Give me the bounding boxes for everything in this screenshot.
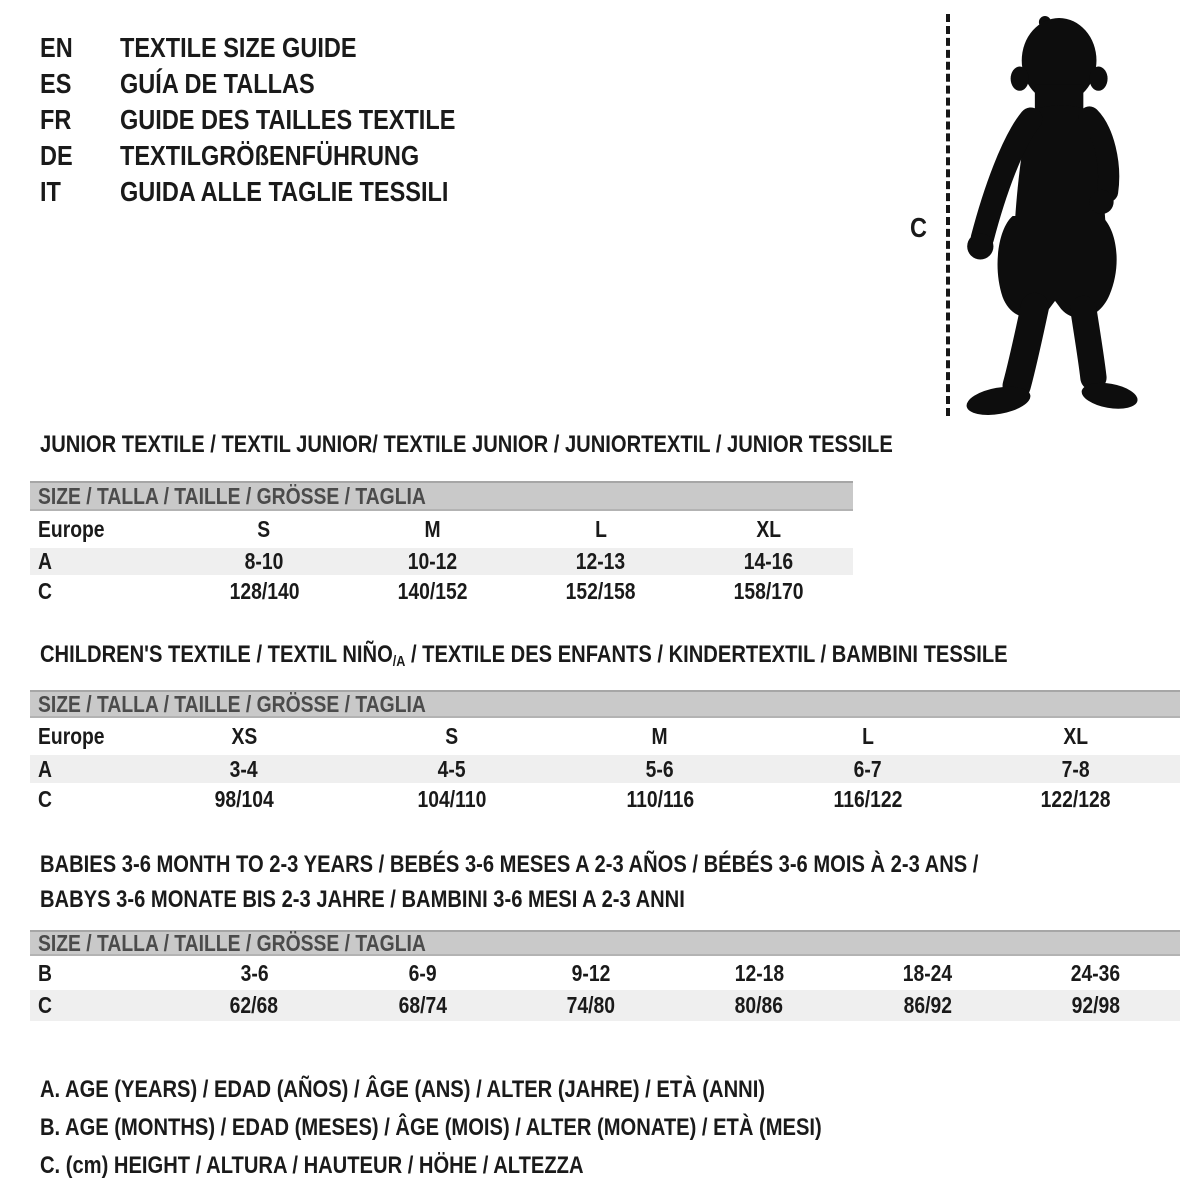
column-header-cell: S bbox=[257, 516, 271, 542]
value-cell: 122/128 bbox=[1041, 785, 1111, 812]
value-cell: 158/170 bbox=[733, 577, 804, 604]
value-cell: 24-36 bbox=[1071, 959, 1121, 986]
column-header-cell: L bbox=[594, 516, 607, 542]
language-title: GUIDA ALLE TAGLIE TESSILI bbox=[120, 176, 449, 207]
value-cell: 6-7 bbox=[854, 755, 882, 782]
value-cell: 152/158 bbox=[565, 577, 636, 604]
table-row-age bbox=[30, 548, 853, 575]
language-title: TEXTILGRÖßENFÜHRUNG bbox=[120, 140, 420, 171]
language-title-list bbox=[40, 30, 519, 210]
column-header-cell: Europe bbox=[38, 723, 105, 749]
table-row-height bbox=[30, 783, 1180, 815]
language-row-es bbox=[40, 66, 519, 102]
value-cell: 116/122 bbox=[833, 785, 903, 812]
table-row-height bbox=[30, 575, 853, 607]
value-cell: 14-16 bbox=[744, 548, 794, 574]
language-code: DE bbox=[40, 140, 73, 171]
language-title: TEXTILE SIZE GUIDE bbox=[120, 32, 357, 63]
height-measure-label: C bbox=[910, 212, 927, 243]
nino-a-subscript: /A bbox=[392, 653, 406, 670]
junior-size-table bbox=[30, 511, 853, 607]
language-code: EN bbox=[40, 32, 73, 63]
value-cell: 104/110 bbox=[417, 785, 487, 812]
value-cell: 128/140 bbox=[229, 577, 300, 604]
value-cell: 9-12 bbox=[571, 959, 611, 986]
column-header-cell: L bbox=[862, 723, 874, 749]
language-row-de bbox=[40, 138, 519, 174]
table-row-months bbox=[30, 956, 1180, 990]
legend-line-a: A. AGE (YEARS) / EDAD (AÑOS) / ÂGE (ANS) / ALTER (JAHRE) / ETÀ (ANNI) bbox=[40, 1076, 766, 1103]
row-label-cell: A bbox=[38, 755, 52, 782]
language-row-fr bbox=[40, 102, 519, 138]
value-cell: 110/116 bbox=[626, 785, 694, 812]
value-cell: 80/86 bbox=[734, 992, 784, 1018]
column-header-cell: S bbox=[445, 723, 459, 749]
column-header-cell: Europe bbox=[38, 516, 105, 542]
language-code: FR bbox=[40, 104, 72, 135]
language-code: IT bbox=[40, 176, 61, 207]
column-header-cell: M bbox=[651, 723, 669, 749]
junior-section-title: JUNIOR TEXTILE / TEXTIL JUNIOR/ TEXTILE JUNIOR / JUNIORTEXTIL / JUNIOR TESSILE bbox=[40, 431, 893, 458]
legend-line-c: C. (cm) HEIGHT / ALTURA / HAUTEUR / HÖHE / ALTEZZA bbox=[40, 1152, 584, 1179]
language-title: GUIDE DES TAILLES TEXTILE bbox=[120, 104, 456, 135]
column-header-cell: XL bbox=[1063, 723, 1089, 749]
babies-title-line2: BABYS 3-6 MONATE BIS 2-3 JAHRE / BAMBINI 3-6 MESI A 2-3 ANNI bbox=[40, 886, 685, 913]
children-section-title: CHILDREN'S TEXTILE / TEXTIL $NIÑO_{/A}$ / TEXTILE DES ENFANTS / KINDERTEXTIL / BAMBINI TESSILE bbox=[40, 641, 1008, 670]
table-header-row bbox=[30, 718, 1180, 755]
value-cell: 5-6 bbox=[646, 755, 674, 782]
row-label-cell: C bbox=[38, 785, 52, 812]
row-label-cell: C bbox=[38, 992, 52, 1018]
babies-size-table bbox=[30, 956, 1180, 1021]
value-cell: 3-6 bbox=[240, 959, 269, 986]
value-cell: 86/92 bbox=[903, 992, 952, 1018]
language-title: GUÍA DE TALLAS bbox=[120, 68, 315, 99]
measurement-legend bbox=[40, 1071, 971, 1185]
babies-title-line1: BABIES 3-6 MONTH TO 2-3 YEARS / BEBÉS 3-6 MESES A 2-3 AÑOS / BÉBÉS 3-6 MOIS À 2-3 ANS / bbox=[40, 851, 979, 878]
language-row-it bbox=[40, 174, 519, 210]
value-cell: 3-4 bbox=[230, 755, 258, 782]
value-cell: 8-10 bbox=[244, 548, 284, 574]
children-size-header-bar bbox=[30, 690, 1180, 718]
babies-size-header-bar bbox=[30, 930, 1180, 956]
value-cell: 62/68 bbox=[229, 992, 279, 1018]
row-label-cell: B bbox=[38, 959, 52, 986]
size-header-label: SIZE / TALLA / TAILLE / GRÖSSE / TAGLIA bbox=[38, 482, 426, 509]
size-header-label: SIZE / TALLA / TAILLE / GRÖSSE / TAGLIA bbox=[38, 929, 426, 956]
table-row-age bbox=[30, 755, 1180, 783]
language-row-en bbox=[40, 30, 519, 66]
value-cell: 10-12 bbox=[407, 548, 458, 574]
value-cell: 140/152 bbox=[397, 577, 468, 604]
value-cell: 98/104 bbox=[214, 785, 274, 812]
row-label-cell: C bbox=[38, 577, 52, 604]
junior-size-header-bar bbox=[30, 481, 853, 511]
table-row-height bbox=[30, 990, 1180, 1021]
value-cell: 74/80 bbox=[566, 992, 615, 1018]
value-cell: 7-8 bbox=[1062, 755, 1090, 782]
value-cell: 4-5 bbox=[438, 755, 466, 782]
children-size-table bbox=[30, 718, 1180, 815]
column-header-cell: XS bbox=[231, 723, 257, 749]
value-cell: 68/74 bbox=[398, 992, 447, 1018]
language-code: ES bbox=[40, 68, 72, 99]
value-cell: 6-9 bbox=[408, 959, 437, 986]
baby-silhouette-icon bbox=[956, 12, 1142, 416]
legend-line-b: B. AGE (MONTHS) / EDAD (MESES) / ÂGE (MOIS) / ALTER (MONATE) / ETÀ (MESI) bbox=[40, 1114, 822, 1141]
babies-section-title bbox=[40, 847, 1157, 917]
column-header-cell: M bbox=[424, 516, 441, 542]
value-cell: 12-13 bbox=[575, 548, 626, 574]
size-header-label: SIZE / TALLA / TAILLE / GRÖSSE / TAGLIA bbox=[38, 690, 426, 717]
table-header-row bbox=[30, 511, 853, 548]
value-cell: 18-24 bbox=[902, 959, 953, 986]
row-label-cell: A bbox=[38, 548, 52, 574]
column-header-cell: XL bbox=[756, 516, 782, 542]
value-cell: 92/98 bbox=[1071, 992, 1120, 1018]
value-cell: 12-18 bbox=[734, 959, 784, 986]
height-measure-dashed-line bbox=[946, 14, 950, 416]
